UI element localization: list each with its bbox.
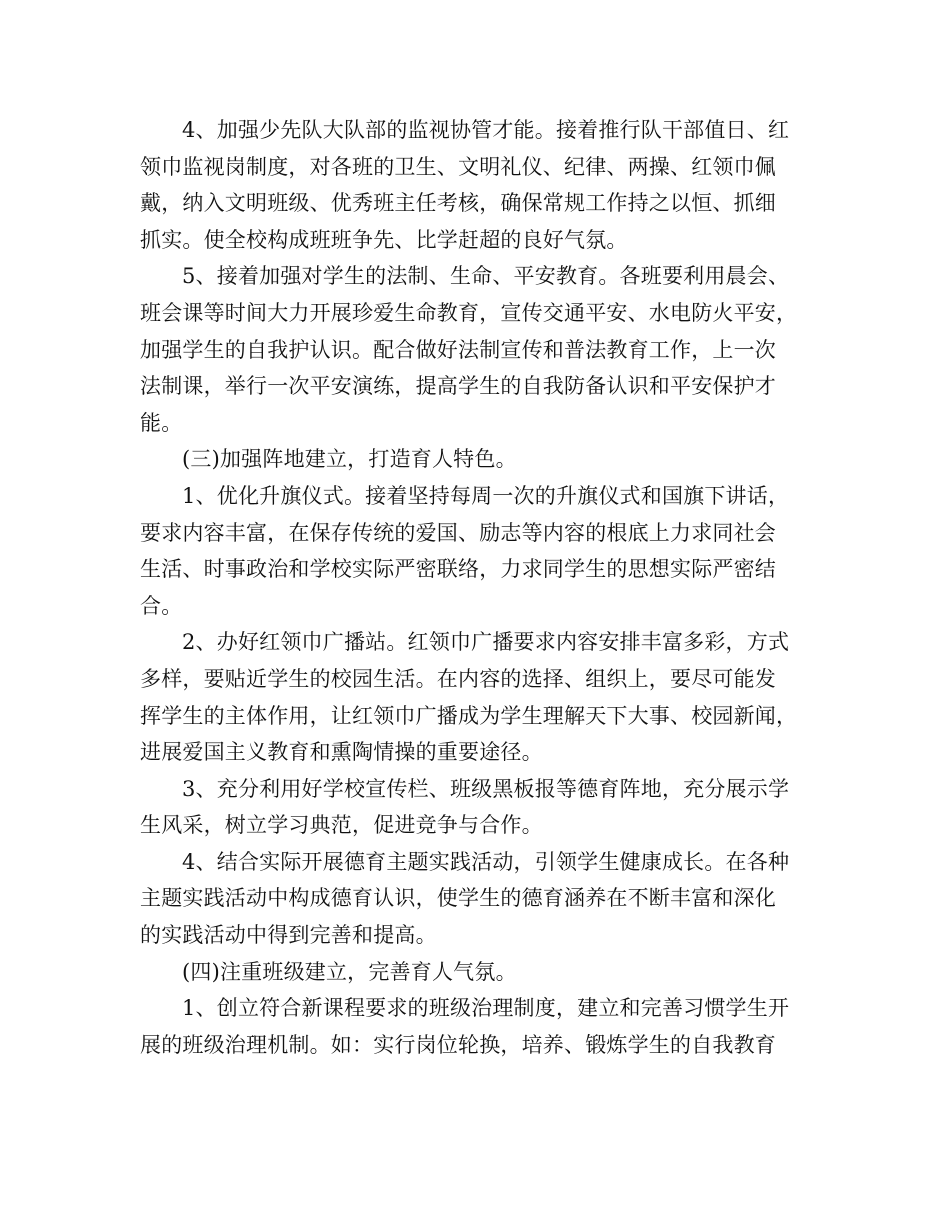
text-line: 法制课，举行一次平安演练，提高学生的自我防备认识和平安保护才 (140, 374, 776, 399)
paragraph (140, 844, 820, 954)
text-line: 挥学生的主体作用，让红领巾广播成为学生理解天下大事、校园新闻， (140, 703, 798, 728)
text-line: 合。 (140, 593, 183, 618)
paragraph (140, 771, 820, 844)
text-line: 生活、时事政治和学校实际严密联络，力求同学生的思想实际严密结 (140, 557, 776, 582)
document-page (140, 112, 820, 1063)
text-line: 4、结合实际开展德育主题实践活动，引领学生健康成长。在各种 (182, 849, 790, 874)
text-line: 进展爱国主义教育和熏陶情操的重要途径。 (140, 740, 543, 765)
text-line: 1、优化升旗仪式。接着坚持每周一次的升旗仪式和国旗下讲话， (182, 483, 790, 508)
paragraph (140, 624, 820, 770)
text-line: 戴，纳入文明班级、优秀班主任考核，确保常规工作持之以恒、抓细 (140, 191, 776, 216)
text-line: 4、加强少先队大队部的监视协管才能。接着推行队干部值日、红 (182, 118, 790, 142)
text-line: 3、充分利用好学校宣传栏、班级黑板报等德育阵地，充分展示学 (182, 776, 790, 801)
paragraph (140, 990, 820, 1063)
text-line: 领巾监视岗制度，对各班的卫生、文明礼仪、纪律、两操、红领巾佩 (140, 154, 776, 179)
text-line: 的实践活动中得到完善和提高。 (140, 923, 437, 948)
paragraph (140, 478, 820, 624)
text-line: 5、接着加强对学生的法制、生命、平安教育。各班要利用晨会、 (182, 264, 790, 289)
text-line: 要求内容丰富，在保存传统的爱国、励志等内容的根底上力求同社会 (140, 520, 776, 545)
text-line: 生风采，树立学习典范，促进竞争与合作。 (140, 813, 543, 838)
text-line: 多样，要贴近学生的校园生活。在内容的选择、组织上，要尽可能发 (140, 666, 776, 691)
text-line: (三)加强阵地建立，打造育人特色。 (182, 447, 517, 472)
paragraph (140, 954, 820, 991)
text-line: (四)注重班级建立，完善育人气氛。 (182, 959, 517, 984)
text-line: 主题实践活动中构成德育认识，使学生的德育涵养在不断丰富和深化 (140, 886, 776, 911)
paragraph (140, 258, 820, 441)
text-line: 2、办好红领巾广播站。红领巾广播要求内容安排丰富多彩，方式 (182, 630, 790, 655)
text-line: 1、创立符合新课程要求的班级治理制度，建立和完善习惯学生开 (182, 996, 790, 1021)
text-line: 抓实。使全校构成班班争先、比学赶超的良好气氛。 (140, 227, 628, 252)
paragraph (140, 112, 820, 258)
text-line: 加强学生的自我护认识。配合做好法制宣传和普法教育工作，上一次 (140, 337, 776, 362)
text-line: 班会课等时间大力开展珍爱生命教育，宣传交通平安、水电防火平安， (140, 300, 798, 325)
text-line: 能。 (140, 410, 183, 435)
paragraph (140, 441, 820, 478)
text-line: 展的班级治理机制。如：实行岗位轮换，培养、锻炼学生的自我教育 (140, 1032, 776, 1057)
